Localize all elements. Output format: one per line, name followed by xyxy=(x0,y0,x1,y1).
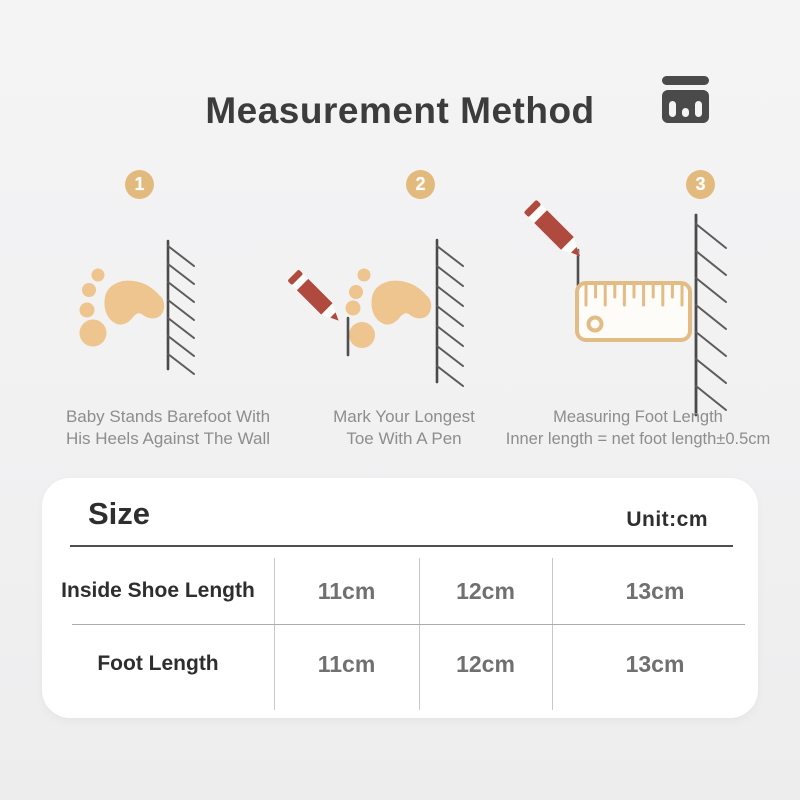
size-table-card xyxy=(42,478,758,718)
ruler-icon xyxy=(662,76,709,123)
table-row xyxy=(42,625,758,703)
pencil-icon xyxy=(287,269,344,326)
pencil-icon xyxy=(524,200,587,263)
table-cell: 13cm xyxy=(625,577,685,604)
table-cell: 12cm xyxy=(456,650,515,677)
step-3-illustration xyxy=(520,200,730,420)
footprint-icon xyxy=(80,269,165,347)
step-3-caption: Measuring Foot Length Inner length = net foot length±0.5cm xyxy=(505,408,771,448)
size-table-title: Size xyxy=(88,496,151,531)
ruler-icon-bar xyxy=(662,76,709,85)
table-cell: 12cm xyxy=(456,577,515,604)
table-row xyxy=(42,558,758,624)
ruler-icon-body xyxy=(662,90,709,123)
header-divider xyxy=(70,545,733,547)
table-cell: 11cm xyxy=(317,650,376,677)
wall-icon xyxy=(437,240,463,386)
step-1-illustration xyxy=(65,238,205,378)
step-3-badge: 3 xyxy=(686,170,715,199)
row-label: Inside Shoe Length xyxy=(61,579,255,602)
row-label: Foot Length xyxy=(97,652,219,675)
wall-icon xyxy=(696,215,726,415)
step-2-caption: Mark Your Longest Toe With A Pen xyxy=(333,407,475,448)
page-title: Measurement Method xyxy=(205,90,595,131)
unit-label: Unit:cm xyxy=(626,508,708,531)
step-2-illustration xyxy=(280,238,465,388)
footprint-icon xyxy=(346,269,432,349)
measuring-ruler-icon xyxy=(577,283,690,340)
wall-icon xyxy=(168,241,194,374)
table-cell: 11cm xyxy=(317,577,376,604)
step-1-caption: Baby Stands Barefoot With His Heels Against The Wall xyxy=(65,407,271,448)
table-cell: 13cm xyxy=(625,650,685,677)
step-2-badge: 2 xyxy=(406,170,435,199)
step-1-badge: 1 xyxy=(125,170,154,199)
